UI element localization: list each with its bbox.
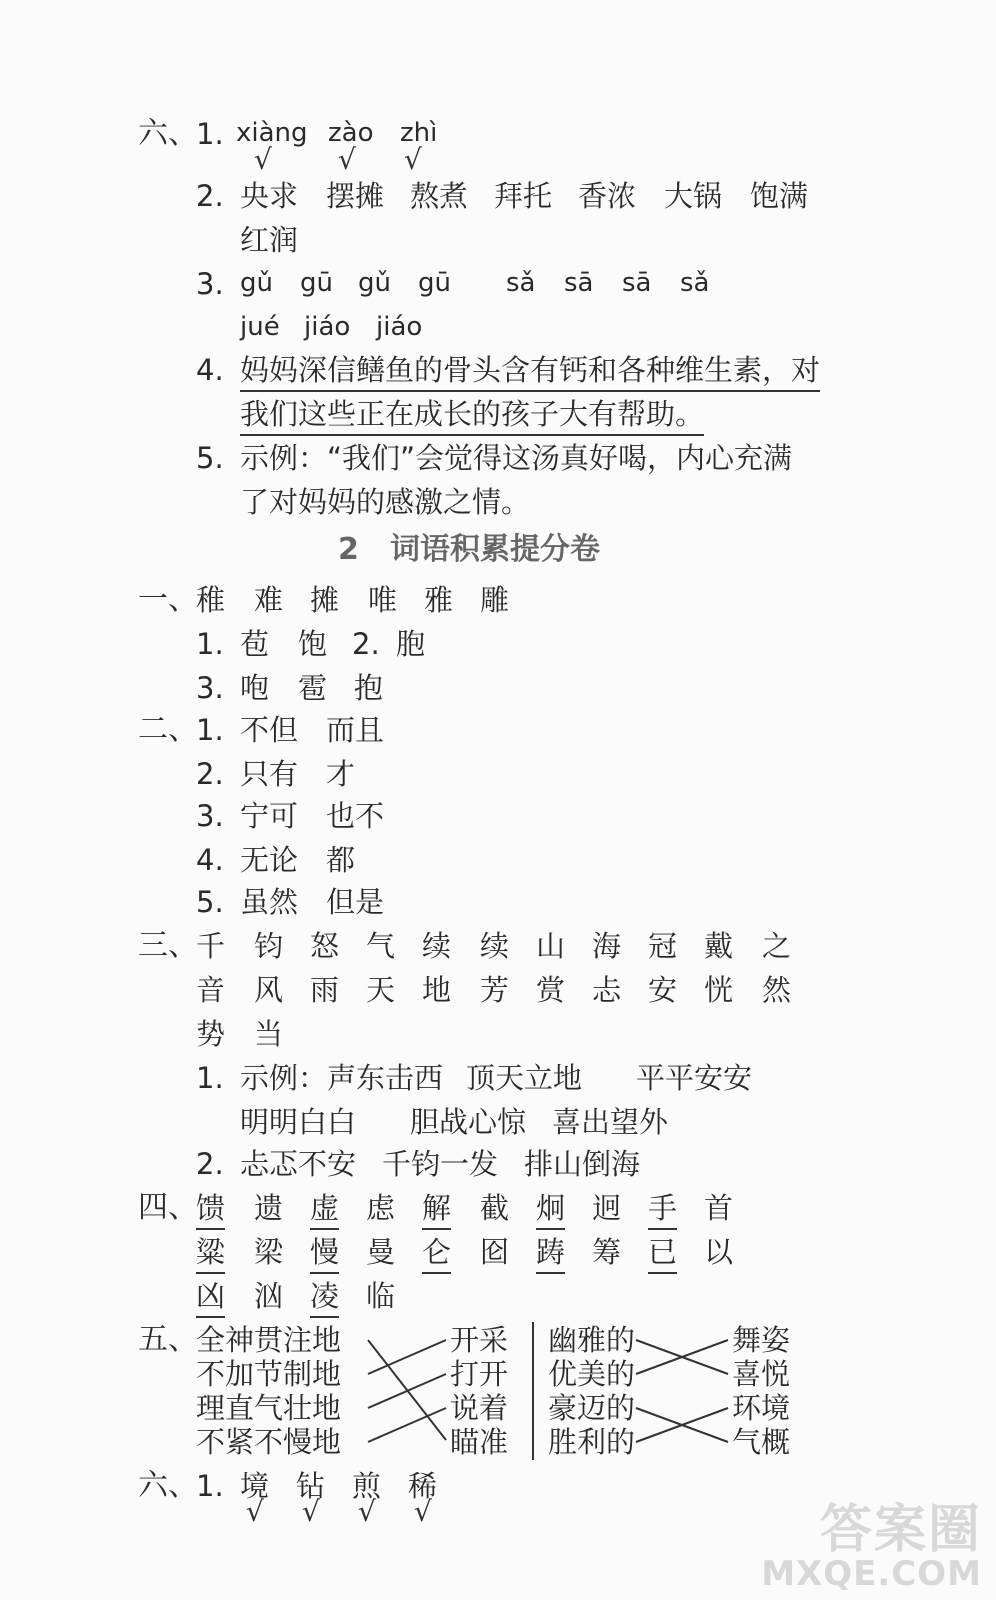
char: 气: [366, 929, 396, 963]
char: 煎: [352, 1469, 382, 1503]
underlined-char: 慢: [310, 1234, 339, 1274]
pinyin: jiáo: [304, 312, 351, 342]
char: 雕: [480, 583, 510, 617]
char: 唯: [368, 583, 398, 617]
section-5-marker: 五、: [138, 1322, 198, 1357]
char: 雅: [424, 583, 454, 617]
pinyin: xiàng: [236, 118, 308, 148]
section-3-marker: 三、: [138, 928, 198, 963]
answer-text: 示例：“我们”会觉得这汤真好喝，内心充满: [240, 441, 793, 475]
underlined-char: 凌: [310, 1278, 339, 1318]
answer-text: 了对妈妈的感激之情。: [240, 485, 531, 519]
char: 势: [196, 1017, 226, 1051]
char: 临: [366, 1279, 396, 1313]
char: 然: [762, 973, 792, 1007]
section-title: 词语积累提分卷: [390, 532, 600, 567]
char: 戴: [704, 929, 734, 963]
pinyin: gū: [418, 268, 451, 298]
char: 虑: [366, 1191, 396, 1225]
char: 怒: [310, 929, 340, 963]
check-mark-icon: √: [358, 1495, 376, 1528]
match-left-item: 理直气壮地: [196, 1391, 342, 1425]
char: 千: [196, 929, 226, 963]
word: 香浓: [578, 179, 637, 213]
match-line: [368, 1374, 446, 1408]
idiom: 胆战心惊: [410, 1105, 527, 1139]
idiom: 顶天立地: [466, 1061, 583, 1095]
idiom: 排山倒海: [524, 1147, 641, 1181]
char: 天: [366, 973, 396, 1007]
char: 截: [480, 1191, 510, 1225]
char: 摊: [310, 583, 340, 617]
match-right-a-item: 幽雅的: [548, 1323, 636, 1357]
char: 苞: [240, 627, 270, 661]
char: 续: [422, 929, 452, 963]
word: 熬煮: [410, 179, 469, 213]
check-mark-icon: √: [404, 143, 422, 176]
check-mark-icon: √: [338, 143, 356, 176]
word: 也不: [326, 799, 385, 833]
underlined-char: 虚: [310, 1190, 339, 1230]
match-mid-item: 说着: [450, 1391, 509, 1425]
char: 遗: [254, 1191, 284, 1225]
char: 山: [536, 929, 566, 963]
pinyin: gǔ: [240, 268, 273, 298]
pinyin: jué: [240, 312, 280, 342]
char: 海: [592, 929, 622, 963]
char: 胞: [396, 627, 426, 661]
match-right-a-item: 胜利的: [548, 1425, 636, 1459]
match-left-item: 全神贯注地: [196, 1323, 342, 1357]
char: 首: [704, 1191, 734, 1225]
char: 境: [240, 1469, 270, 1503]
char: 迥: [592, 1191, 622, 1225]
char: 雨: [310, 973, 340, 1007]
word: 才: [326, 757, 356, 791]
match-right-b-item: 环境: [732, 1391, 791, 1425]
word: 饱满: [750, 179, 809, 213]
section-6-marker: 六、: [138, 1468, 198, 1503]
char: 曼: [366, 1235, 396, 1269]
char: 音: [196, 973, 226, 1007]
pinyin: sā: [622, 268, 652, 298]
char: 之: [762, 929, 792, 963]
word: 无论: [240, 843, 299, 877]
check-mark-icon: √: [254, 143, 272, 176]
check-mark-icon: √: [414, 1495, 432, 1528]
watermark: [761, 1500, 982, 1594]
watermark-url: MXQE.COM: [761, 1554, 982, 1594]
item-number: 1.: [196, 713, 224, 747]
word: 只有: [240, 757, 299, 791]
item-number: 1.: [196, 627, 224, 661]
idiom: 明明白白: [240, 1105, 357, 1139]
idiom: 示例：声东击西: [240, 1061, 444, 1095]
item-number: 3.: [196, 267, 224, 301]
underlined-sentence: 我们这些正在成长的孩子大有帮助。: [240, 396, 704, 436]
underlined-char: 炯: [536, 1190, 565, 1230]
underlined-char: 粱: [196, 1234, 225, 1274]
char: 忐: [592, 973, 622, 1007]
char: 抱: [354, 671, 384, 705]
word: 大锅: [664, 179, 723, 213]
char: 当: [254, 1017, 284, 1051]
char: 汹: [254, 1279, 284, 1313]
item-number: 3.: [196, 671, 224, 705]
word: 而且: [326, 713, 385, 747]
char: 难: [254, 583, 284, 617]
char: 筹: [592, 1235, 622, 1269]
idiom: 喜出望外: [552, 1105, 669, 1139]
word: 拜托: [494, 179, 553, 213]
word: 央求: [240, 179, 299, 213]
item-number: 4.: [196, 353, 224, 387]
item-number: 1.: [196, 1061, 224, 1095]
pinyin: jiáo: [376, 312, 423, 342]
char: 芳: [480, 973, 510, 1007]
match-right-b-item: 气概: [732, 1425, 791, 1459]
match-right-b-item: 舞姿: [732, 1323, 791, 1357]
char: 梁: [254, 1235, 284, 1269]
match-left-item: 不紧不慢地: [196, 1425, 342, 1459]
char: 雹: [298, 671, 328, 705]
section-title-number: 2: [338, 532, 359, 567]
section-6-marker: 六、: [138, 116, 198, 151]
underlined-char: 已: [648, 1234, 677, 1274]
item-number: 1.: [196, 117, 224, 151]
char: 囵: [480, 1235, 510, 1269]
watermark-logo-text: 答案圈: [819, 1500, 982, 1560]
item-number: 4.: [196, 843, 224, 877]
match-right-a-item: 优美的: [548, 1357, 636, 1391]
word: 不但: [240, 713, 299, 747]
pinyin: zào: [328, 118, 374, 148]
check-mark-icon: √: [302, 1495, 320, 1528]
pinyin: gū: [300, 268, 333, 298]
match-mid-item: 瞄准: [450, 1425, 509, 1459]
section-4-marker: 四、: [138, 1190, 198, 1225]
word: 摆摊: [326, 179, 385, 213]
char: 地: [422, 973, 452, 1007]
char: 钻: [296, 1469, 326, 1503]
word: 宁可: [240, 799, 299, 833]
idiom: 千钧一发: [382, 1147, 499, 1181]
item-number: 3.: [196, 799, 224, 833]
match-mid-item: 打开: [450, 1357, 509, 1391]
section-1-marker: 一、: [138, 582, 198, 617]
char: 续: [480, 929, 510, 963]
char: 恍: [704, 973, 734, 1007]
underlined-char: 仑: [422, 1234, 451, 1274]
idiom: 平平安安: [636, 1061, 753, 1095]
item-number: 2.: [196, 1147, 224, 1181]
word: 红润: [240, 223, 299, 257]
underlined-char: 凶: [196, 1278, 225, 1318]
idiom: 忐忑不安: [240, 1147, 357, 1181]
underlined-char: 馈: [196, 1190, 225, 1230]
item-number: 5.: [196, 885, 224, 919]
word: 虽然: [240, 885, 299, 919]
pinyin: sǎ: [680, 268, 710, 298]
underlined-sentence: 妈妈深信鳝鱼的骨头含有钙和各种维生素，对: [240, 352, 820, 392]
char: 饱: [298, 627, 328, 661]
underlined-char: 解: [422, 1190, 451, 1230]
char: 安: [648, 973, 678, 1007]
pinyin: sǎ: [506, 268, 536, 298]
pinyin: zhì: [400, 118, 438, 148]
section-2-marker: 二、: [138, 712, 198, 747]
item-number: 2.: [196, 757, 224, 791]
underlined-char: 踌: [536, 1234, 565, 1274]
pinyin: gǔ: [358, 268, 391, 298]
item-number: 2.: [352, 627, 380, 661]
item-number: 5.: [196, 441, 224, 475]
match-mid-item: 开采: [450, 1323, 509, 1357]
item-number: 2.: [196, 179, 224, 213]
pinyin: sā: [564, 268, 594, 298]
word: 都: [326, 843, 356, 877]
match-left-item: 不加节制地: [196, 1357, 342, 1391]
check-mark-icon: √: [246, 1495, 264, 1528]
word: 但是: [326, 885, 385, 919]
char: 冠: [648, 929, 678, 963]
item-number: 1.: [196, 1469, 224, 1503]
char: 赏: [536, 973, 566, 1007]
match-right-a-item: 豪迈的: [548, 1391, 636, 1425]
match-right-b-item: 喜悦: [732, 1357, 791, 1391]
char: 咆: [240, 671, 270, 705]
char: 稚: [196, 583, 226, 617]
char: 稀: [408, 1469, 438, 1503]
match-line: [368, 1340, 446, 1374]
underlined-char: 手: [648, 1190, 677, 1230]
char: 以: [704, 1235, 734, 1269]
char: 钧: [254, 929, 284, 963]
char: 风: [254, 973, 284, 1007]
